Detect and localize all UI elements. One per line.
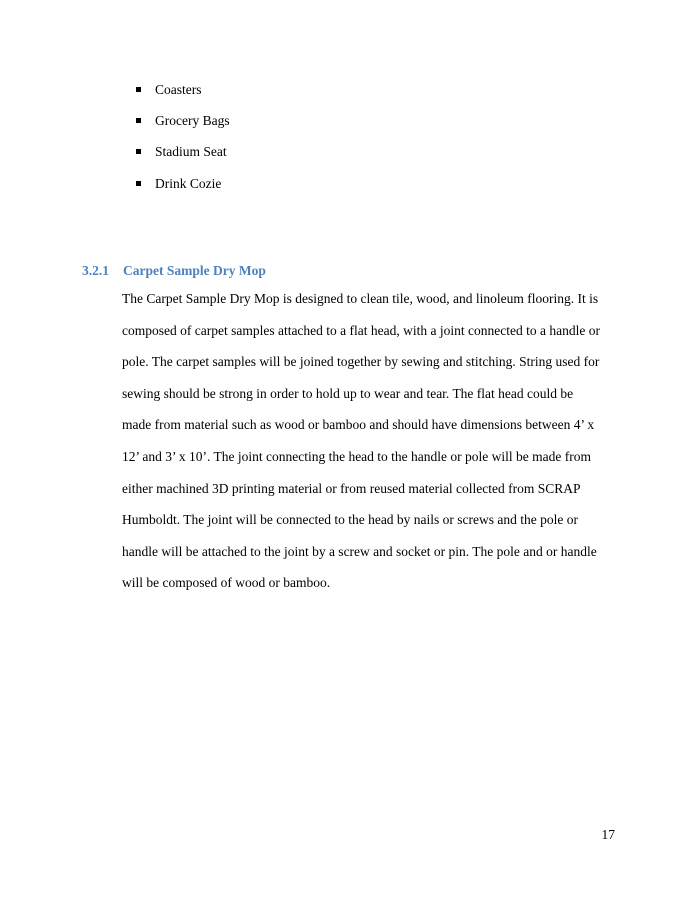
square-bullet-icon — [136, 87, 141, 92]
paragraph-line: sewing should be strong in order to hold up to wear and tear. The flat head could be — [122, 385, 574, 401]
paragraph-line: 12’ and 3’ x 10’. The joint connecting the head to the handle or pole will be made from — [122, 448, 591, 464]
paragraph-line: made from material such as wood or bamboo and should have dimensions between 4’ x — [122, 417, 595, 433]
bullet-item-text: Grocery Bags — [155, 113, 230, 128]
paragraph-line: handle will be attached to the joint by a screw and socket or pin. The pole and or handle — [122, 543, 597, 559]
section-heading — [82, 261, 266, 281]
section-paragraph — [122, 289, 622, 605]
section-number: 3.2.1 — [82, 263, 109, 278]
paragraph-line: either machined 3D printing material or from reused material collected from SCRAP — [122, 480, 581, 496]
bullet-item-text: Drink Cozie — [155, 176, 222, 191]
square-bullet-icon — [136, 181, 141, 186]
paragraph-line: will be composed of wood or bamboo. — [122, 575, 331, 591]
bullet-item-text: Stadium Seat — [155, 144, 227, 159]
square-bullet-icon — [136, 118, 141, 123]
section-title: Carpet Sample Dry Mop — [123, 263, 266, 278]
paragraph-line: Humboldt. The joint will be connected to the head by nails or screws and the pole or — [122, 512, 579, 528]
paragraph-line: composed of carpet samples attached to a flat head, with a joint connected to a handle or — [122, 322, 600, 338]
paragraph-line: The Carpet Sample Dry Mop is designed to clean tile, wood, and linoleum flooring. It is — [122, 291, 599, 306]
page-number: 17 — [601, 827, 615, 842]
square-bullet-icon — [136, 149, 141, 154]
paragraph-line: pole. The carpet samples will be joined together by sewing and stitching. String used for — [122, 354, 600, 370]
bullet-item-text: Coasters — [155, 82, 202, 97]
